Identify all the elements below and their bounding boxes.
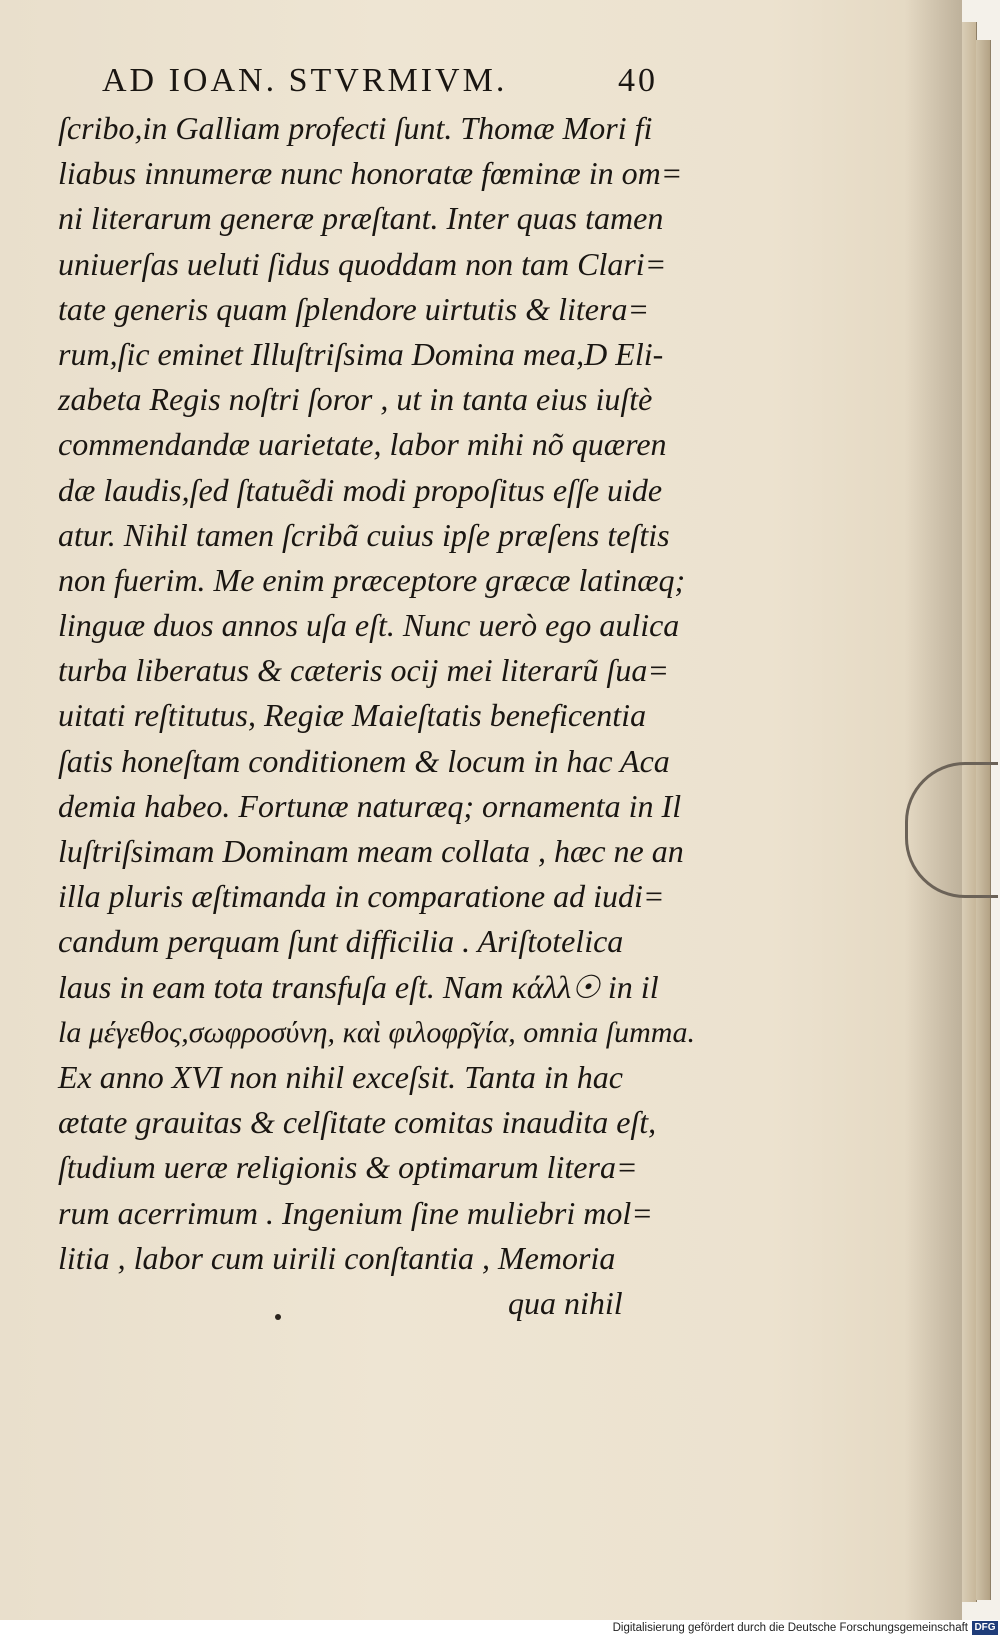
text-line: demia habeo. Fortunæ naturæq; ornamenta in Il [58,787,682,824]
text-line: zabeta Regis noſtri ſoror , ut in tanta eius iuſtè [58,381,653,418]
text-line: ſatis honeſtam conditionem & locum in hac Aca [58,742,670,779]
text-line: laus in eam tota transfuſa eſt. Nam κάλλ☉ in il [58,968,659,1005]
funding-credit: Digitalisierung gefördert durch die Deutsche Forschungsgemeinschaft [612,1622,968,1634]
text-line: turba liberatus & cæteris ocij mei literarũ ſua= [58,652,669,689]
text-line: non fuerim. Me enim præceptore græcæ latinæq; [58,561,686,598]
text-line: ſtudium ueræ religionis & optimarum litera= [58,1149,638,1186]
text-line: liabus innumeræ nunc honoratæ fœminæ in om= [58,155,683,192]
dfg-logo: DFG [972,1621,998,1635]
text-line: illa pluris æſtimanda in comparatione ad iudi= [58,878,665,915]
text-line: uniuerſas ueluti ſidus quoddam non tam Clari= [58,245,667,282]
text-line: ſcribo,in Galliam profecti ſunt. Thomæ Mori fi [58,110,653,146]
text-line: candum perquam ſunt difficilia . Ariſtotelica [58,923,624,960]
text-block [58,62,698,1326]
text-line: commendandæ uarietate, labor mihi nõ quæren [58,426,667,463]
text-line: linguæ duos annos uſa eſt. Nunc uerò ego aulica [58,607,680,644]
text-line: ni literarum generæ præſtant. Inter quas tamen [58,200,664,237]
running-head [58,62,698,106]
text-line: Ex anno XVI non nihil exceſsit. Tanta in hac [58,1058,623,1095]
catchword: qua nihil [508,1284,623,1321]
text-line: rum acerrimum . Ingenium ſine muliebri mol= [58,1194,653,1231]
page-clip [905,762,998,898]
text-line: atur. Nihil tamen ſcribã cuius ipſe præſens teſtis [58,516,670,553]
text-line: dæ laudis,ſed ſtatuẽdi modi propoſitus eſſe uide [58,471,663,508]
text-line: la μέγεθος,σωφροσύνη, καὶ φιλοφρ͂γία, omnia ſumma. [58,1015,695,1049]
page-number: 40 [618,62,658,99]
text-line: rum,ſic eminet Illuſtriſsima Domina mea,D Eli- [58,335,664,372]
footer-bar [0,1620,1000,1638]
text-line: tate generis quam ſplendore uirtutis & litera= [58,290,650,327]
text-line: uitati reſtitutus, Regiæ Maieſtatis beneficentia [58,697,647,734]
running-title: AD IOAN. STVRMIVM. [102,62,508,99]
text-line: ætate grauitas & celſitate comitas inaudita eſt, [58,1104,657,1141]
text-line: luſtriſsimam Dominam meam collata , hæc ne an [58,833,684,869]
body-text [58,106,698,1281]
text-line: litia , labor cum uirili conſtantia , Memoria [58,1239,616,1276]
